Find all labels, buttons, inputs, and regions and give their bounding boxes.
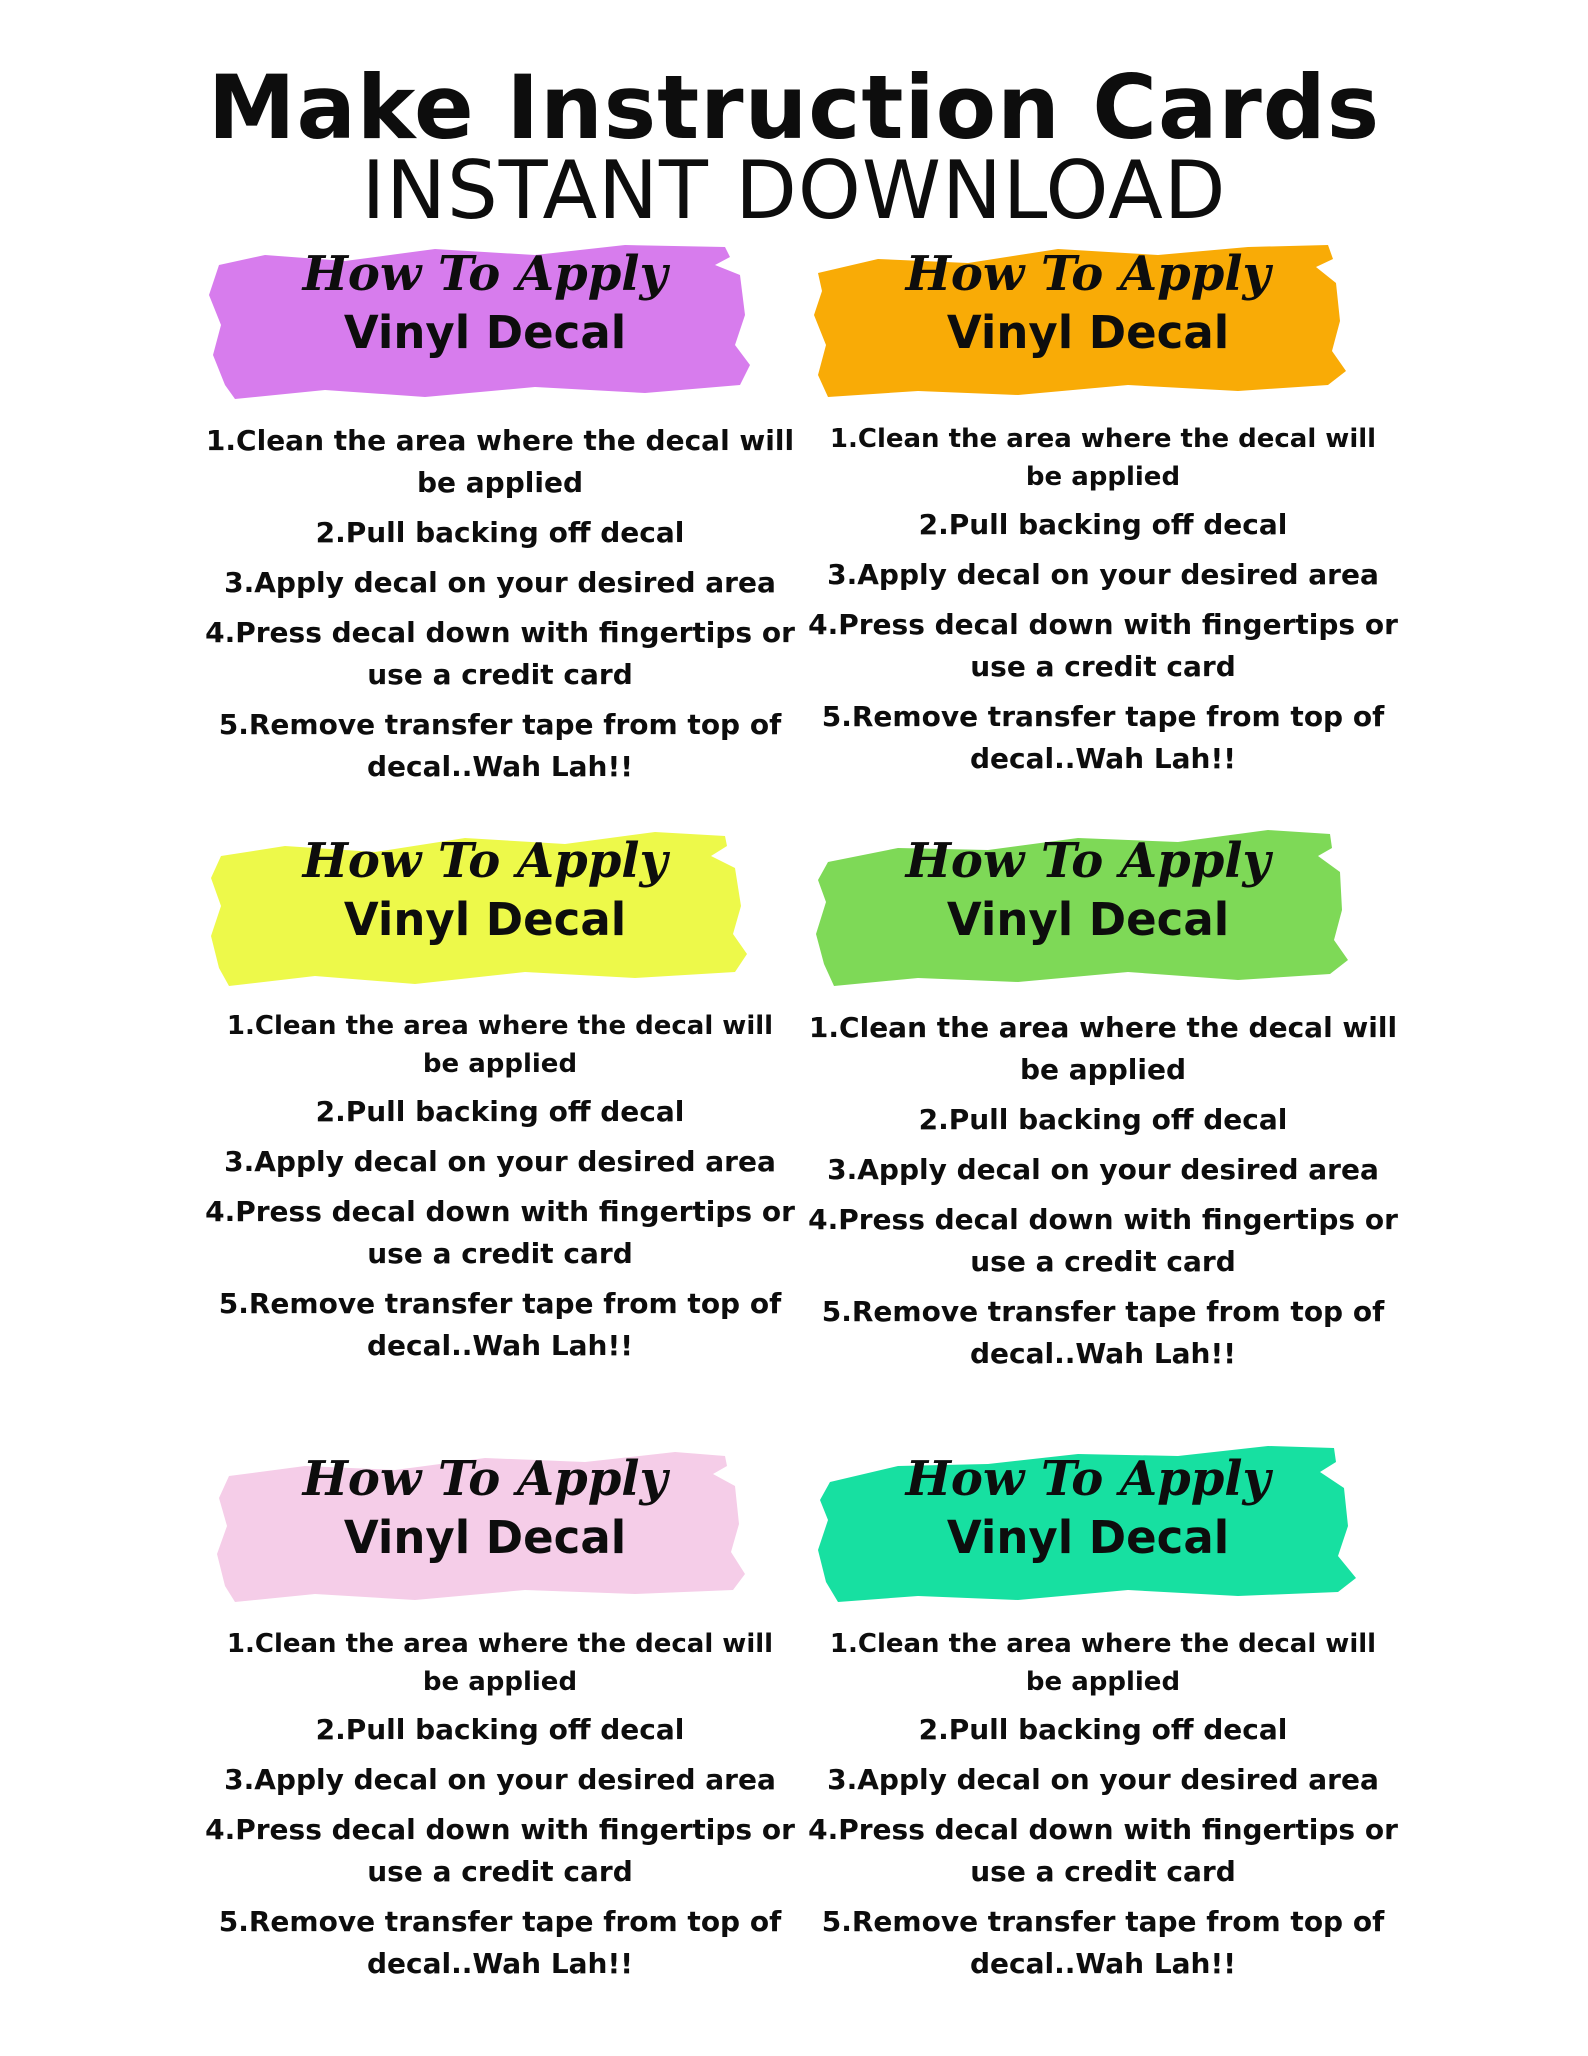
card-heading-line1: How To Apply <box>302 833 668 889</box>
step-4: 4.Press decal down with fingertips or use a credit card <box>205 1813 795 1888</box>
step-5: 5.Remove transfer tape from top of decal..Wah Lah!! <box>218 1287 782 1362</box>
step-1: 1.Clean the area where the decal will be applied <box>829 424 1377 492</box>
step-4: 4.Press decal down with fingertips or use a credit card <box>808 1813 1398 1888</box>
step-3: 3.Apply decal on your desired area <box>224 1145 776 1178</box>
card-heading-line1: How To Apply <box>302 246 668 302</box>
card-steps-3 <box>205 1007 795 1375</box>
step-1: 1.Clean the area where the decal will be applied <box>808 1011 1398 1086</box>
page-subtitle: INSTANT DOWNLOAD <box>361 144 1227 237</box>
card-heading-1 <box>245 245 725 363</box>
card-heading-line2: Vinyl Decal <box>343 893 627 946</box>
card-heading-3 <box>245 832 725 950</box>
instruction-card-6 <box>808 1440 1408 2000</box>
step-5: 5.Remove transfer tape from top of decal..Wah Lah!! <box>821 1905 1385 1980</box>
card-heading-line2: Vinyl Decal <box>343 1511 627 1564</box>
card-heading-2 <box>848 245 1328 363</box>
card-heading-4 <box>848 832 1328 950</box>
step-1: 1.Clean the area where the decal will be applied <box>829 1629 1377 1697</box>
card-heading-line1: How To Apply <box>302 1451 668 1507</box>
step-5: 5.Remove transfer tape from top of decal..Wah Lah!! <box>821 1295 1385 1370</box>
card-heading-line1: How To Apply <box>905 1451 1271 1507</box>
step-5: 5.Remove transfer tape from top of decal..Wah Lah!! <box>218 708 782 783</box>
page-title: Make Instruction Cards <box>207 56 1381 159</box>
step-3: 3.Apply decal on your desired area <box>827 558 1379 591</box>
card-steps-2 <box>808 420 1398 788</box>
card-heading-line1: How To Apply <box>905 833 1271 889</box>
card-steps-1 <box>205 420 795 796</box>
step-4: 4.Press decal down with fingertips or use a credit card <box>205 616 795 691</box>
instruction-card-3 <box>205 822 805 1382</box>
step-5: 5.Remove transfer tape from top of decal..Wah Lah!! <box>821 700 1385 775</box>
card-steps-4 <box>808 1007 1398 1383</box>
card-heading-line2: Vinyl Decal <box>946 893 1230 946</box>
instruction-card-4 <box>808 822 1408 1382</box>
step-2: 2.Pull backing off decal <box>315 516 685 549</box>
card-heading-5 <box>245 1450 725 1568</box>
instruction-card-2 <box>808 235 1408 795</box>
step-3: 3.Apply decal on your desired area <box>827 1153 1379 1186</box>
step-2: 2.Pull backing off decal <box>918 1103 1288 1136</box>
step-2: 2.Pull backing off decal <box>315 1095 685 1128</box>
step-4: 4.Press decal down with fingertips or use a credit card <box>205 1195 795 1270</box>
step-4: 4.Press decal down with fingertips or use a credit card <box>808 1203 1398 1278</box>
card-heading-line2: Vinyl Decal <box>946 306 1230 359</box>
card-steps-5 <box>205 1625 795 1993</box>
step-1: 1.Clean the area where the decal will be applied <box>226 1629 774 1697</box>
step-1: 1.Clean the area where the decal will be applied <box>205 424 795 499</box>
step-4: 4.Press decal down with fingertips or use a credit card <box>808 608 1398 683</box>
step-5: 5.Remove transfer tape from top of decal..Wah Lah!! <box>218 1905 782 1980</box>
step-1: 1.Clean the area where the decal will be applied <box>226 1011 774 1079</box>
step-3: 3.Apply decal on your desired area <box>224 1763 776 1796</box>
step-3: 3.Apply decal on your desired area <box>827 1763 1379 1796</box>
step-3: 3.Apply decal on your desired area <box>224 566 776 599</box>
instruction-card-5 <box>205 1440 805 2000</box>
card-steps-6 <box>808 1625 1398 1993</box>
card-heading-line2: Vinyl Decal <box>946 1511 1230 1564</box>
card-heading-line1: How To Apply <box>905 246 1271 302</box>
step-2: 2.Pull backing off decal <box>315 1713 685 1746</box>
step-2: 2.Pull backing off decal <box>918 508 1288 541</box>
step-2: 2.Pull backing off decal <box>918 1713 1288 1746</box>
card-heading-6 <box>848 1450 1328 1568</box>
instruction-card-1 <box>205 235 805 795</box>
card-heading-line2: Vinyl Decal <box>343 306 627 359</box>
